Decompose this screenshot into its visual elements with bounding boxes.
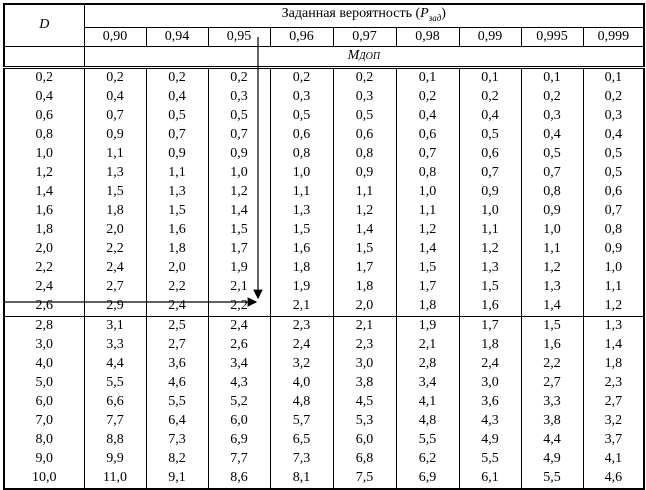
mdop-value-cell: 3,6 bbox=[459, 393, 521, 412]
probability-header-cell: 0,95 bbox=[208, 27, 270, 46]
mdop-value-cell: 4,3 bbox=[208, 374, 270, 393]
probability-subscript: зад bbox=[428, 12, 442, 23]
mdop-value-cell: 0,6 bbox=[459, 145, 521, 164]
d-value-cell: 2,0 bbox=[4, 240, 84, 259]
probability-header-cell: 0,99 bbox=[459, 27, 521, 46]
mdop-value-cell: 1,9 bbox=[396, 316, 459, 336]
mdop-value-cell: 0,2 bbox=[146, 67, 208, 88]
mdop-value-cell: 0,4 bbox=[84, 88, 146, 107]
table-row bbox=[4, 202, 644, 221]
mdop-value-cell: 1,8 bbox=[459, 336, 521, 355]
mdop-value-cell: 0,7 bbox=[146, 126, 208, 145]
d-value-cell: 7,0 bbox=[4, 412, 84, 431]
mdop-value-cell: 1,2 bbox=[396, 221, 459, 240]
mdop-value-cell: 1,1 bbox=[333, 183, 396, 202]
mdop-value-cell: 1,4 bbox=[396, 240, 459, 259]
mdop-value-cell: 0,3 bbox=[521, 107, 583, 126]
probability-header-cell: 0,995 bbox=[521, 27, 583, 46]
mdop-value-cell: 6,9 bbox=[208, 431, 270, 450]
mdop-value-cell: 0,9 bbox=[84, 126, 146, 145]
mdop-value-cell: 1,6 bbox=[146, 221, 208, 240]
mdop-value-cell: 5,3 bbox=[333, 412, 396, 431]
mdop-value-cell: 1,2 bbox=[459, 240, 521, 259]
mdop-value-cell: 1,4 bbox=[521, 297, 583, 317]
d-value-cell: 2,2 bbox=[4, 259, 84, 278]
mdop-value-cell: 1,3 bbox=[146, 183, 208, 202]
mdop-value-cell: 1,8 bbox=[333, 278, 396, 297]
mdop-value-cell: 0,2 bbox=[459, 88, 521, 107]
mdop-value-cell: 0,2 bbox=[270, 67, 333, 88]
mdop-value-cell: 1,2 bbox=[333, 202, 396, 221]
mdop-value-cell: 7,3 bbox=[270, 450, 333, 469]
mdop-value-cell: 1,5 bbox=[396, 259, 459, 278]
mdop-value-cell: 0,9 bbox=[521, 202, 583, 221]
mdop-value-cell: 2,3 bbox=[270, 316, 333, 336]
mdop-value-cell: 1,6 bbox=[270, 240, 333, 259]
mdop-value-cell: 1,3 bbox=[583, 316, 644, 336]
d-value-cell: 0,8 bbox=[4, 126, 84, 145]
mdop-value-cell: 8,1 bbox=[270, 469, 333, 489]
table-row bbox=[4, 431, 644, 450]
table-row bbox=[4, 88, 644, 107]
mdop-value-cell: 0,2 bbox=[583, 88, 644, 107]
mdop-value-cell: 1,3 bbox=[521, 278, 583, 297]
mdop-value-cell: 0,1 bbox=[583, 67, 644, 88]
table-row bbox=[4, 374, 644, 393]
mdop-value-cell: 0,4 bbox=[396, 107, 459, 126]
mdop-value-cell: 0,1 bbox=[396, 67, 459, 88]
mdop-value-cell: 3,2 bbox=[270, 355, 333, 374]
mdop-value-cell: 3,3 bbox=[521, 393, 583, 412]
mdop-value-cell: 1,1 bbox=[270, 183, 333, 202]
mdop-value-cell: 0,9 bbox=[333, 164, 396, 183]
mdop-value-cell: 2,4 bbox=[146, 297, 208, 317]
mdop-value-cell: 2,8 bbox=[396, 355, 459, 374]
table-row bbox=[4, 316, 644, 336]
table-row bbox=[4, 107, 644, 126]
mdop-value-cell: 1,5 bbox=[84, 183, 146, 202]
d-header-label: D bbox=[39, 17, 50, 33]
mdop-value-cell: 6,0 bbox=[333, 431, 396, 450]
mdop-d-spacer bbox=[4, 46, 84, 67]
mdop-value-cell: 3,1 bbox=[84, 316, 146, 336]
mdop-value-cell: 2,7 bbox=[84, 278, 146, 297]
mdop-value-cell: 0,8 bbox=[583, 221, 644, 240]
mdop-value-cell: 1,1 bbox=[583, 278, 644, 297]
mdop-value-cell: 0,5 bbox=[146, 107, 208, 126]
probability-table bbox=[3, 3, 645, 490]
d-value-cell: 2,8 bbox=[4, 316, 84, 336]
mdop-value-cell: 1,5 bbox=[146, 202, 208, 221]
d-value-cell: 10,0 bbox=[4, 469, 84, 489]
d-value-cell: 4,0 bbox=[4, 355, 84, 374]
mdop-value-cell: 4,4 bbox=[521, 431, 583, 450]
mdop-value-cell: 2,0 bbox=[333, 297, 396, 317]
probability-symbol: P bbox=[420, 6, 429, 21]
mdop-value-cell: 0,7 bbox=[84, 107, 146, 126]
mdop-value-cell: 7,7 bbox=[208, 450, 270, 469]
mdop-value-cell: 6,2 bbox=[396, 450, 459, 469]
mdop-value-cell: 5,2 bbox=[208, 393, 270, 412]
mdop-value-cell: 6,5 bbox=[270, 431, 333, 450]
table-row bbox=[4, 126, 644, 145]
mdop-value-cell: 2,3 bbox=[583, 374, 644, 393]
mdop-value-cell: 0,2 bbox=[208, 67, 270, 88]
table-row bbox=[4, 297, 644, 317]
mdop-value-cell: 1,5 bbox=[208, 221, 270, 240]
mdop-value-cell: 1,0 bbox=[270, 164, 333, 183]
mdop-value-cell: 8,2 bbox=[146, 450, 208, 469]
mdop-value-cell: 0,5 bbox=[459, 126, 521, 145]
mdop-value-cell: 2,1 bbox=[208, 278, 270, 297]
mdop-value-cell: 6,9 bbox=[396, 469, 459, 489]
mdop-value-cell: 5,5 bbox=[459, 450, 521, 469]
mdop-value-cell: 1,5 bbox=[521, 316, 583, 336]
mdop-value-cell: 5,5 bbox=[84, 374, 146, 393]
mdop-value-cell: 1,4 bbox=[333, 221, 396, 240]
mdop-value-cell: 1,7 bbox=[208, 240, 270, 259]
mdop-value-cell: 2,1 bbox=[270, 297, 333, 317]
mdop-value-cell: 0,1 bbox=[459, 67, 521, 88]
mdop-value-cell: 7,7 bbox=[84, 412, 146, 431]
mdop-value-cell: 0,2 bbox=[396, 88, 459, 107]
mdop-value-cell: 6,6 bbox=[84, 393, 146, 412]
d-value-cell: 1,8 bbox=[4, 221, 84, 240]
mdop-value-cell: 6,0 bbox=[208, 412, 270, 431]
mdop-value-cell: 1,3 bbox=[270, 202, 333, 221]
mdop-value-cell: 0,5 bbox=[583, 164, 644, 183]
mdop-value-cell: 4,8 bbox=[270, 393, 333, 412]
mdop-value-cell: 0,2 bbox=[84, 67, 146, 88]
mdop-value-cell: 1,8 bbox=[270, 259, 333, 278]
mdop-value-cell: 3,0 bbox=[459, 374, 521, 393]
table-row bbox=[4, 259, 644, 278]
mdop-value-cell: 2,7 bbox=[146, 336, 208, 355]
probability-header-cell: 0,97 bbox=[333, 27, 396, 46]
mdop-value-cell: 3,2 bbox=[583, 412, 644, 431]
mdop-value-cell: 0,8 bbox=[333, 145, 396, 164]
mdop-value-cell: 4,8 bbox=[396, 412, 459, 431]
mdop-value-cell: 5,5 bbox=[146, 393, 208, 412]
mdop-value-cell: 4,0 bbox=[270, 374, 333, 393]
mdop-value-cell: 1,7 bbox=[333, 259, 396, 278]
mdop-value-cell: 6,8 bbox=[333, 450, 396, 469]
mdop-value-cell: 1,8 bbox=[84, 202, 146, 221]
mdop-value-cell: 0,1 bbox=[521, 67, 583, 88]
mdop-value-cell: 0,6 bbox=[396, 126, 459, 145]
mdop-value-cell: 4,6 bbox=[583, 469, 644, 489]
mdop-value-cell: 3,4 bbox=[208, 355, 270, 374]
mdop-value-cell: 3,4 bbox=[396, 374, 459, 393]
mdop-value-cell: 1,9 bbox=[208, 259, 270, 278]
mdop-value-cell: 1,5 bbox=[270, 221, 333, 240]
table-row bbox=[4, 412, 644, 431]
d-value-cell: 8,0 bbox=[4, 431, 84, 450]
mdop-value-cell: 0,6 bbox=[333, 126, 396, 145]
mdop-value-cell: 8,6 bbox=[208, 469, 270, 489]
mdop-value-cell: 9,1 bbox=[146, 469, 208, 489]
table-row bbox=[4, 469, 644, 489]
mdop-value-cell: 4,3 bbox=[459, 412, 521, 431]
d-value-cell: 1,4 bbox=[4, 183, 84, 202]
mdop-value-cell: 0,3 bbox=[583, 107, 644, 126]
d-value-cell: 6,0 bbox=[4, 393, 84, 412]
mdop-value-cell: 0,8 bbox=[270, 145, 333, 164]
probability-group-header bbox=[84, 4, 644, 27]
probability-header-cell: 0,999 bbox=[583, 27, 644, 46]
probability-header-cell: 0,96 bbox=[270, 27, 333, 46]
mdop-value-cell: 0,9 bbox=[208, 145, 270, 164]
mdop-value-cell: 0,2 bbox=[333, 67, 396, 88]
mdop-value-cell: 1,9 bbox=[270, 278, 333, 297]
mdop-value-cell: 1,2 bbox=[583, 297, 644, 317]
mdop-value-cell: 4,5 bbox=[333, 393, 396, 412]
mdop-subscript: ДОП bbox=[359, 50, 381, 62]
mdop-value-cell: 0,7 bbox=[583, 202, 644, 221]
mdop-value-cell: 1,4 bbox=[208, 202, 270, 221]
mdop-value-cell: 2,2 bbox=[84, 240, 146, 259]
mdop-value-cell: 4,9 bbox=[521, 450, 583, 469]
mdop-value-cell: 4,1 bbox=[396, 393, 459, 412]
d-value-cell: 5,0 bbox=[4, 374, 84, 393]
mdop-value-cell: 1,6 bbox=[521, 336, 583, 355]
mdop-value-cell: 0,2 bbox=[521, 88, 583, 107]
mdop-value-cell: 5,5 bbox=[396, 431, 459, 450]
mdop-value-cell: 2,7 bbox=[583, 393, 644, 412]
mdop-value-cell: 1,8 bbox=[396, 297, 459, 317]
mdop-value-cell: 8,8 bbox=[84, 431, 146, 450]
mdop-value-cell: 11,0 bbox=[84, 469, 146, 489]
mdop-value-cell: 2,5 bbox=[146, 316, 208, 336]
d-value-cell: 1,2 bbox=[4, 164, 84, 183]
mdop-value-cell: 0,4 bbox=[459, 107, 521, 126]
table-row bbox=[4, 240, 644, 259]
mdop-value-cell: 0,4 bbox=[521, 126, 583, 145]
mdop-value-cell: 2,7 bbox=[521, 374, 583, 393]
probability-values-row bbox=[4, 27, 644, 46]
mdop-value-cell: 0,6 bbox=[583, 183, 644, 202]
mdop-value-cell: 1,5 bbox=[333, 240, 396, 259]
mdop-value-cell: 3,7 bbox=[583, 431, 644, 450]
mdop-value-cell: 2,4 bbox=[270, 336, 333, 355]
mdop-value-cell: 0,9 bbox=[583, 240, 644, 259]
mdop-value-cell: 1,0 bbox=[459, 202, 521, 221]
mdop-value-cell: 2,2 bbox=[208, 297, 270, 317]
mdop-value-cell: 0,7 bbox=[459, 164, 521, 183]
mdop-value-cell: 1,2 bbox=[208, 183, 270, 202]
d-value-cell: 1,0 bbox=[4, 145, 84, 164]
mdop-value-cell: 2,3 bbox=[333, 336, 396, 355]
mdop-value-cell: 2,1 bbox=[396, 336, 459, 355]
mdop-value-cell: 0,3 bbox=[333, 88, 396, 107]
table-row bbox=[4, 355, 644, 374]
mdop-value-cell: 4,6 bbox=[146, 374, 208, 393]
mdop-value-cell: 2,1 bbox=[333, 316, 396, 336]
mdop-value-cell: 0,3 bbox=[208, 88, 270, 107]
mdop-value-cell: 0,5 bbox=[208, 107, 270, 126]
table-row bbox=[4, 278, 644, 297]
mdop-value-cell: 1,5 bbox=[459, 278, 521, 297]
mdop-value-cell: 4,4 bbox=[84, 355, 146, 374]
mdop-value-cell: 0,9 bbox=[146, 145, 208, 164]
mdop-value-cell: 0,7 bbox=[208, 126, 270, 145]
probability-title: Заданная вероятность ( bbox=[281, 6, 421, 21]
mdop-value-cell: 7,3 bbox=[146, 431, 208, 450]
mdop-value-cell: 5,7 bbox=[270, 412, 333, 431]
mdop-value-cell: 3,6 bbox=[146, 355, 208, 374]
d-value-cell: 1,6 bbox=[4, 202, 84, 221]
d-value-cell: 2,4 bbox=[4, 278, 84, 297]
table-row bbox=[4, 67, 644, 88]
mdop-value-cell: 0,8 bbox=[396, 164, 459, 183]
table-body bbox=[4, 67, 644, 489]
mdop-value-cell: 2,2 bbox=[146, 278, 208, 297]
mdop-value-cell: 0,5 bbox=[583, 145, 644, 164]
mdop-value-cell: 3,3 bbox=[84, 336, 146, 355]
table-row bbox=[4, 450, 644, 469]
mdop-value-cell: 1,3 bbox=[84, 164, 146, 183]
mdop-value-cell: 0,5 bbox=[521, 145, 583, 164]
mdop-value-cell: 2,4 bbox=[459, 355, 521, 374]
mdop-value-cell: 2,4 bbox=[84, 259, 146, 278]
mdop-value-cell: 0,8 bbox=[521, 183, 583, 202]
mdop-value-cell: 0,3 bbox=[270, 88, 333, 107]
mdop-value-cell: 0,6 bbox=[270, 126, 333, 145]
mdop-value-cell: 0,5 bbox=[270, 107, 333, 126]
mdop-value-cell: 1,1 bbox=[521, 240, 583, 259]
mdop-value-cell: 1,1 bbox=[396, 202, 459, 221]
probability-close-paren: ) bbox=[441, 6, 446, 21]
table-row bbox=[4, 221, 644, 240]
mdop-value-cell: 1,2 bbox=[521, 259, 583, 278]
mdop-value-cell: 7,5 bbox=[333, 469, 396, 489]
mdop-value-cell: 1,0 bbox=[521, 221, 583, 240]
mdop-value-cell: 1,6 bbox=[459, 297, 521, 317]
mdop-value-cell: 1,1 bbox=[146, 164, 208, 183]
mdop-value-cell: 1,8 bbox=[583, 355, 644, 374]
mdop-value-cell: 1,1 bbox=[84, 145, 146, 164]
mdop-value-cell: 5,5 bbox=[521, 469, 583, 489]
mdop-value-cell: 1,0 bbox=[583, 259, 644, 278]
table-row bbox=[4, 164, 644, 183]
mdop-value-cell: 3,0 bbox=[333, 355, 396, 374]
d-value-cell: 0,2 bbox=[4, 67, 84, 88]
mdop-value-cell: 1,4 bbox=[583, 336, 644, 355]
mdop-value-cell: 0,7 bbox=[521, 164, 583, 183]
table-row bbox=[4, 393, 644, 412]
d-column-header bbox=[4, 4, 84, 46]
mdop-value-cell: 9,9 bbox=[84, 450, 146, 469]
d-value-cell: 2,6 bbox=[4, 297, 84, 317]
mdop-value-cell: 4,1 bbox=[583, 450, 644, 469]
table-row bbox=[4, 336, 644, 355]
mdop-value-cell: 1,3 bbox=[459, 259, 521, 278]
mdop-value-cell: 2,4 bbox=[208, 316, 270, 336]
d-value-cell: 0,4 bbox=[4, 88, 84, 107]
d-value-cell: 0,6 bbox=[4, 107, 84, 126]
mdop-value-cell: 1,1 bbox=[459, 221, 521, 240]
d-value-cell: 9,0 bbox=[4, 450, 84, 469]
mdop-value-cell: 6,4 bbox=[146, 412, 208, 431]
mdop-value-cell: 0,4 bbox=[146, 88, 208, 107]
mdop-value-cell: 0,9 bbox=[459, 183, 521, 202]
mdop-value-cell: 1,7 bbox=[396, 278, 459, 297]
mdop-value-cell: 3,8 bbox=[521, 412, 583, 431]
d-value-cell: 3,0 bbox=[4, 336, 84, 355]
mdop-value-cell: 0,7 bbox=[396, 145, 459, 164]
mdop-header bbox=[84, 46, 644, 67]
mdop-value-cell: 2,2 bbox=[521, 355, 583, 374]
probability-header-cell: 0,90 bbox=[84, 27, 146, 46]
table-row bbox=[4, 145, 644, 164]
mdop-value-cell: 6,1 bbox=[459, 469, 521, 489]
mdop-main: M bbox=[347, 47, 360, 63]
mdop-value-cell: 4,9 bbox=[459, 431, 521, 450]
mdop-value-cell: 2,0 bbox=[146, 259, 208, 278]
mdop-value-cell: 1,0 bbox=[208, 164, 270, 183]
mdop-value-cell: 2,0 bbox=[84, 221, 146, 240]
table-row bbox=[4, 183, 644, 202]
mdop-value-cell: 1,7 bbox=[459, 316, 521, 336]
mdop-value-cell: 0,4 bbox=[583, 126, 644, 145]
probability-header-cell: 0,98 bbox=[396, 27, 459, 46]
mdop-value-cell: 2,9 bbox=[84, 297, 146, 317]
mdop-value-cell: 1,0 bbox=[396, 183, 459, 202]
mdop-value-cell: 1,8 bbox=[146, 240, 208, 259]
probability-header-cell: 0,94 bbox=[146, 27, 208, 46]
mdop-value-cell: 3,8 bbox=[333, 374, 396, 393]
mdop-value-cell: 0,5 bbox=[333, 107, 396, 126]
mdop-value-cell: 2,6 bbox=[208, 336, 270, 355]
